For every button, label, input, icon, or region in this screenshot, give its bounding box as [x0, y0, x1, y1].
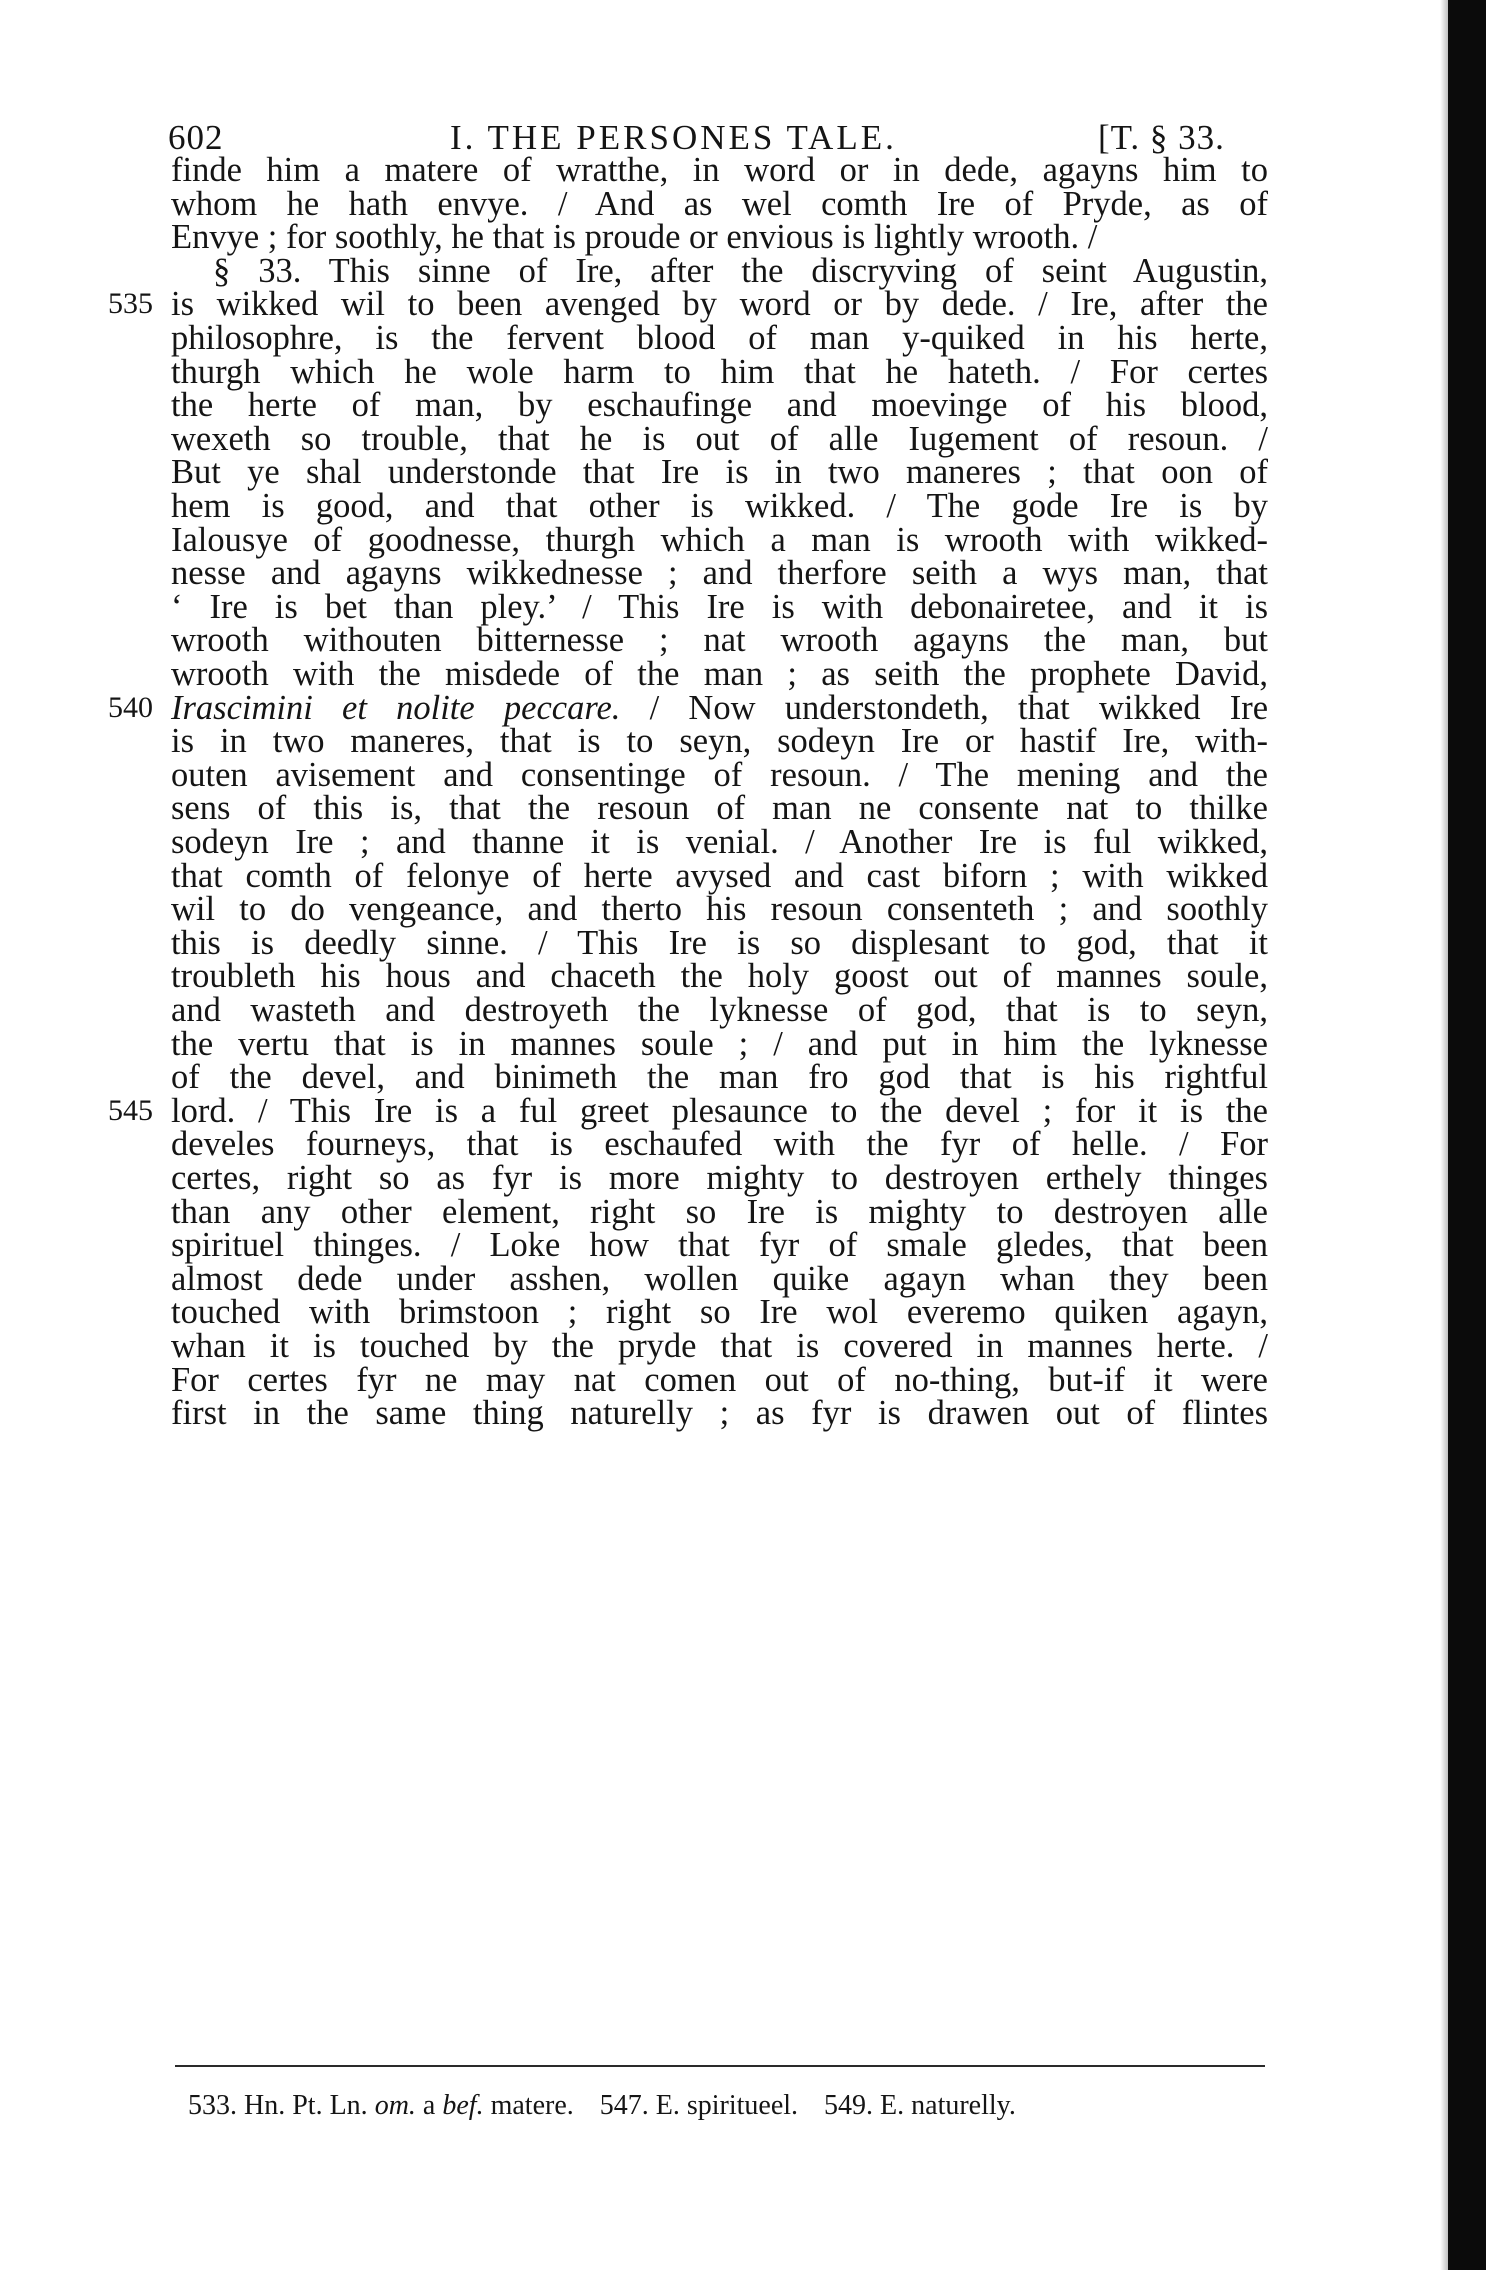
footnote-mid: a — [415, 2090, 443, 2121]
text-line: almost dede under asshen, wollen quike agayn whan they been — [171, 1259, 1268, 1298]
footnote-rule — [175, 2065, 1265, 2067]
line-number: 545 — [108, 1093, 153, 1127]
text-line: is wikked wil to been avenged by word or by dede. / Ire, after the — [171, 285, 1268, 324]
text-line: lord. / This Ire is a ful greet plesaunce to the devel ; for it is the — [171, 1091, 1268, 1130]
text-line: finde him a matere of wratthe, in word or in dede, agayns him to — [171, 151, 1268, 189]
footnote-post: matere. — [483, 2090, 574, 2121]
text-line: troubleth his hous and chaceth the holy goost out of mannes soule, — [171, 957, 1268, 996]
footnote-pre: E. spiritueel. — [648, 2090, 799, 2121]
footnote-italic2: bef. — [442, 2090, 484, 2121]
text-line: But ye shal understonde that Ire is in two maneres ; that oon of — [171, 453, 1268, 492]
text-line: develes fourneys, that is eschaufed with the fyr of helle. / For — [171, 1125, 1268, 1164]
text-line: touched with brimstoon ; right so Ire wol everemo quiken agayn, — [171, 1293, 1268, 1332]
line-number: 540 — [108, 690, 153, 724]
text-line: philosophre, is the fervent blood of man y-quiked in his herte, — [171, 319, 1268, 357]
text-line: the vertu that is in mannes soule ; / and put in him the lyknesse — [171, 1024, 1268, 1063]
text-line: sodeyn Ire ; and thanne it is venial. / Another Ire is ful wikked, — [171, 823, 1268, 861]
text-line: ‘ Ire is bet than pley.’ / This Ire is with debonairetee, and it is — [171, 587, 1268, 626]
footnote-item — [824, 2090, 1016, 2121]
text-line: sens of this is, that the resoun of man ne consente nat to thilke — [171, 789, 1268, 828]
text-line: and wasteth and destroyeth the lyknesse of god, that is to seyn, — [171, 991, 1268, 1029]
footnote-pre: E. naturelly. — [873, 2090, 1016, 2121]
footnote-num: 547. — [599, 2090, 649, 2121]
text-line: certes, right so as fyr is more mighty to destroyen erthely thinges — [171, 1159, 1268, 1197]
footnote-italic1: om. — [374, 2090, 416, 2121]
text-line: nesse and agayns wikkednesse ; and therfore seith a wys man, that — [171, 554, 1268, 593]
footnote-num: 549. — [824, 2090, 874, 2121]
footnote-item — [188, 2090, 574, 2121]
text-line: For certes fyr ne may nat comen out of no-thing, but-if it were — [171, 1360, 1268, 1399]
footnote-num: 533. — [188, 2090, 237, 2121]
footnote-item — [600, 2090, 798, 2121]
line-number: 535 — [108, 287, 153, 321]
text-line: Ialousye of goodnesse, thurgh which a man is wrooth with wikked- — [171, 520, 1268, 559]
footnotes — [188, 2086, 1268, 2126]
text-line: this is deedly sinne. / This Ire is so displesant to god, that it — [171, 923, 1268, 962]
footnote-pre: Hn. Pt. Ln. — [237, 2090, 375, 2121]
text-line: the herte of man, by eschaufinge and moevinge of his blood, — [171, 386, 1268, 425]
page-edge-bar — [1448, 0, 1486, 2270]
text-line: § 33. This sinne of Ire, after the discryving of seint Augustin, — [213, 251, 1268, 290]
section-reference: [T. § 33. — [1098, 118, 1225, 157]
page-number: 602 — [168, 118, 224, 157]
latin-quote: Irascimini et nolite peccare. — [171, 688, 621, 727]
text-line: Envye ; for soothly, he that is proude or envious is lightly wrooth. / — [171, 218, 1098, 257]
text-line: of the devel, and binimeth the man fro god that is his rightful — [171, 1058, 1268, 1097]
text-line: that comth of felonye of herte avysed and cast biforn ; with wikked — [171, 856, 1268, 895]
line-text: / Now understondeth, that wikked Ire — [620, 688, 1269, 727]
text-line: thurgh which he wole harm to him that he hateth. / For certes — [171, 352, 1268, 391]
text-line: wrooth with the misdede of the man ; as seith the prophete David, — [171, 655, 1268, 693]
text-line: whom he hath envye. / And as wel comth Ire of Pryde, as of — [171, 184, 1268, 223]
text-line: wil to do vengeance, and therto his resoun consenteth ; and soothly — [171, 890, 1268, 929]
text-line: whan it is touched by the pryde that is covered in mannes herte. / — [171, 1327, 1268, 1365]
text-line: wexeth so trouble, that he is out of alle Iugement of resoun. / — [171, 419, 1268, 458]
text-line: hem is good, and that other is wikked. / The gode Ire is by — [171, 487, 1268, 525]
text-line: spirituel thinges. / Loke how that fyr of smale gledes, that been — [171, 1226, 1268, 1265]
page-edge-shadow — [1440, 0, 1448, 2270]
text-line: than any other element, right so Ire is mighty to destroyen alle — [171, 1192, 1268, 1231]
running-title: I. THE PERSONES TALE. — [450, 118, 897, 157]
text-line: wrooth withouten bitternesse ; nat wrooth agayns the man, but — [171, 621, 1268, 660]
text-line: first in the same thing naturelly ; as fyr is drawen out of flintes — [171, 1394, 1268, 1433]
text-line: is in two maneres, that is to seyn, sodeyn Ire or hastif Ire, with- — [171, 722, 1268, 761]
text-line: outen avisement and consentinge of resoun. / The mening and the — [171, 755, 1268, 794]
